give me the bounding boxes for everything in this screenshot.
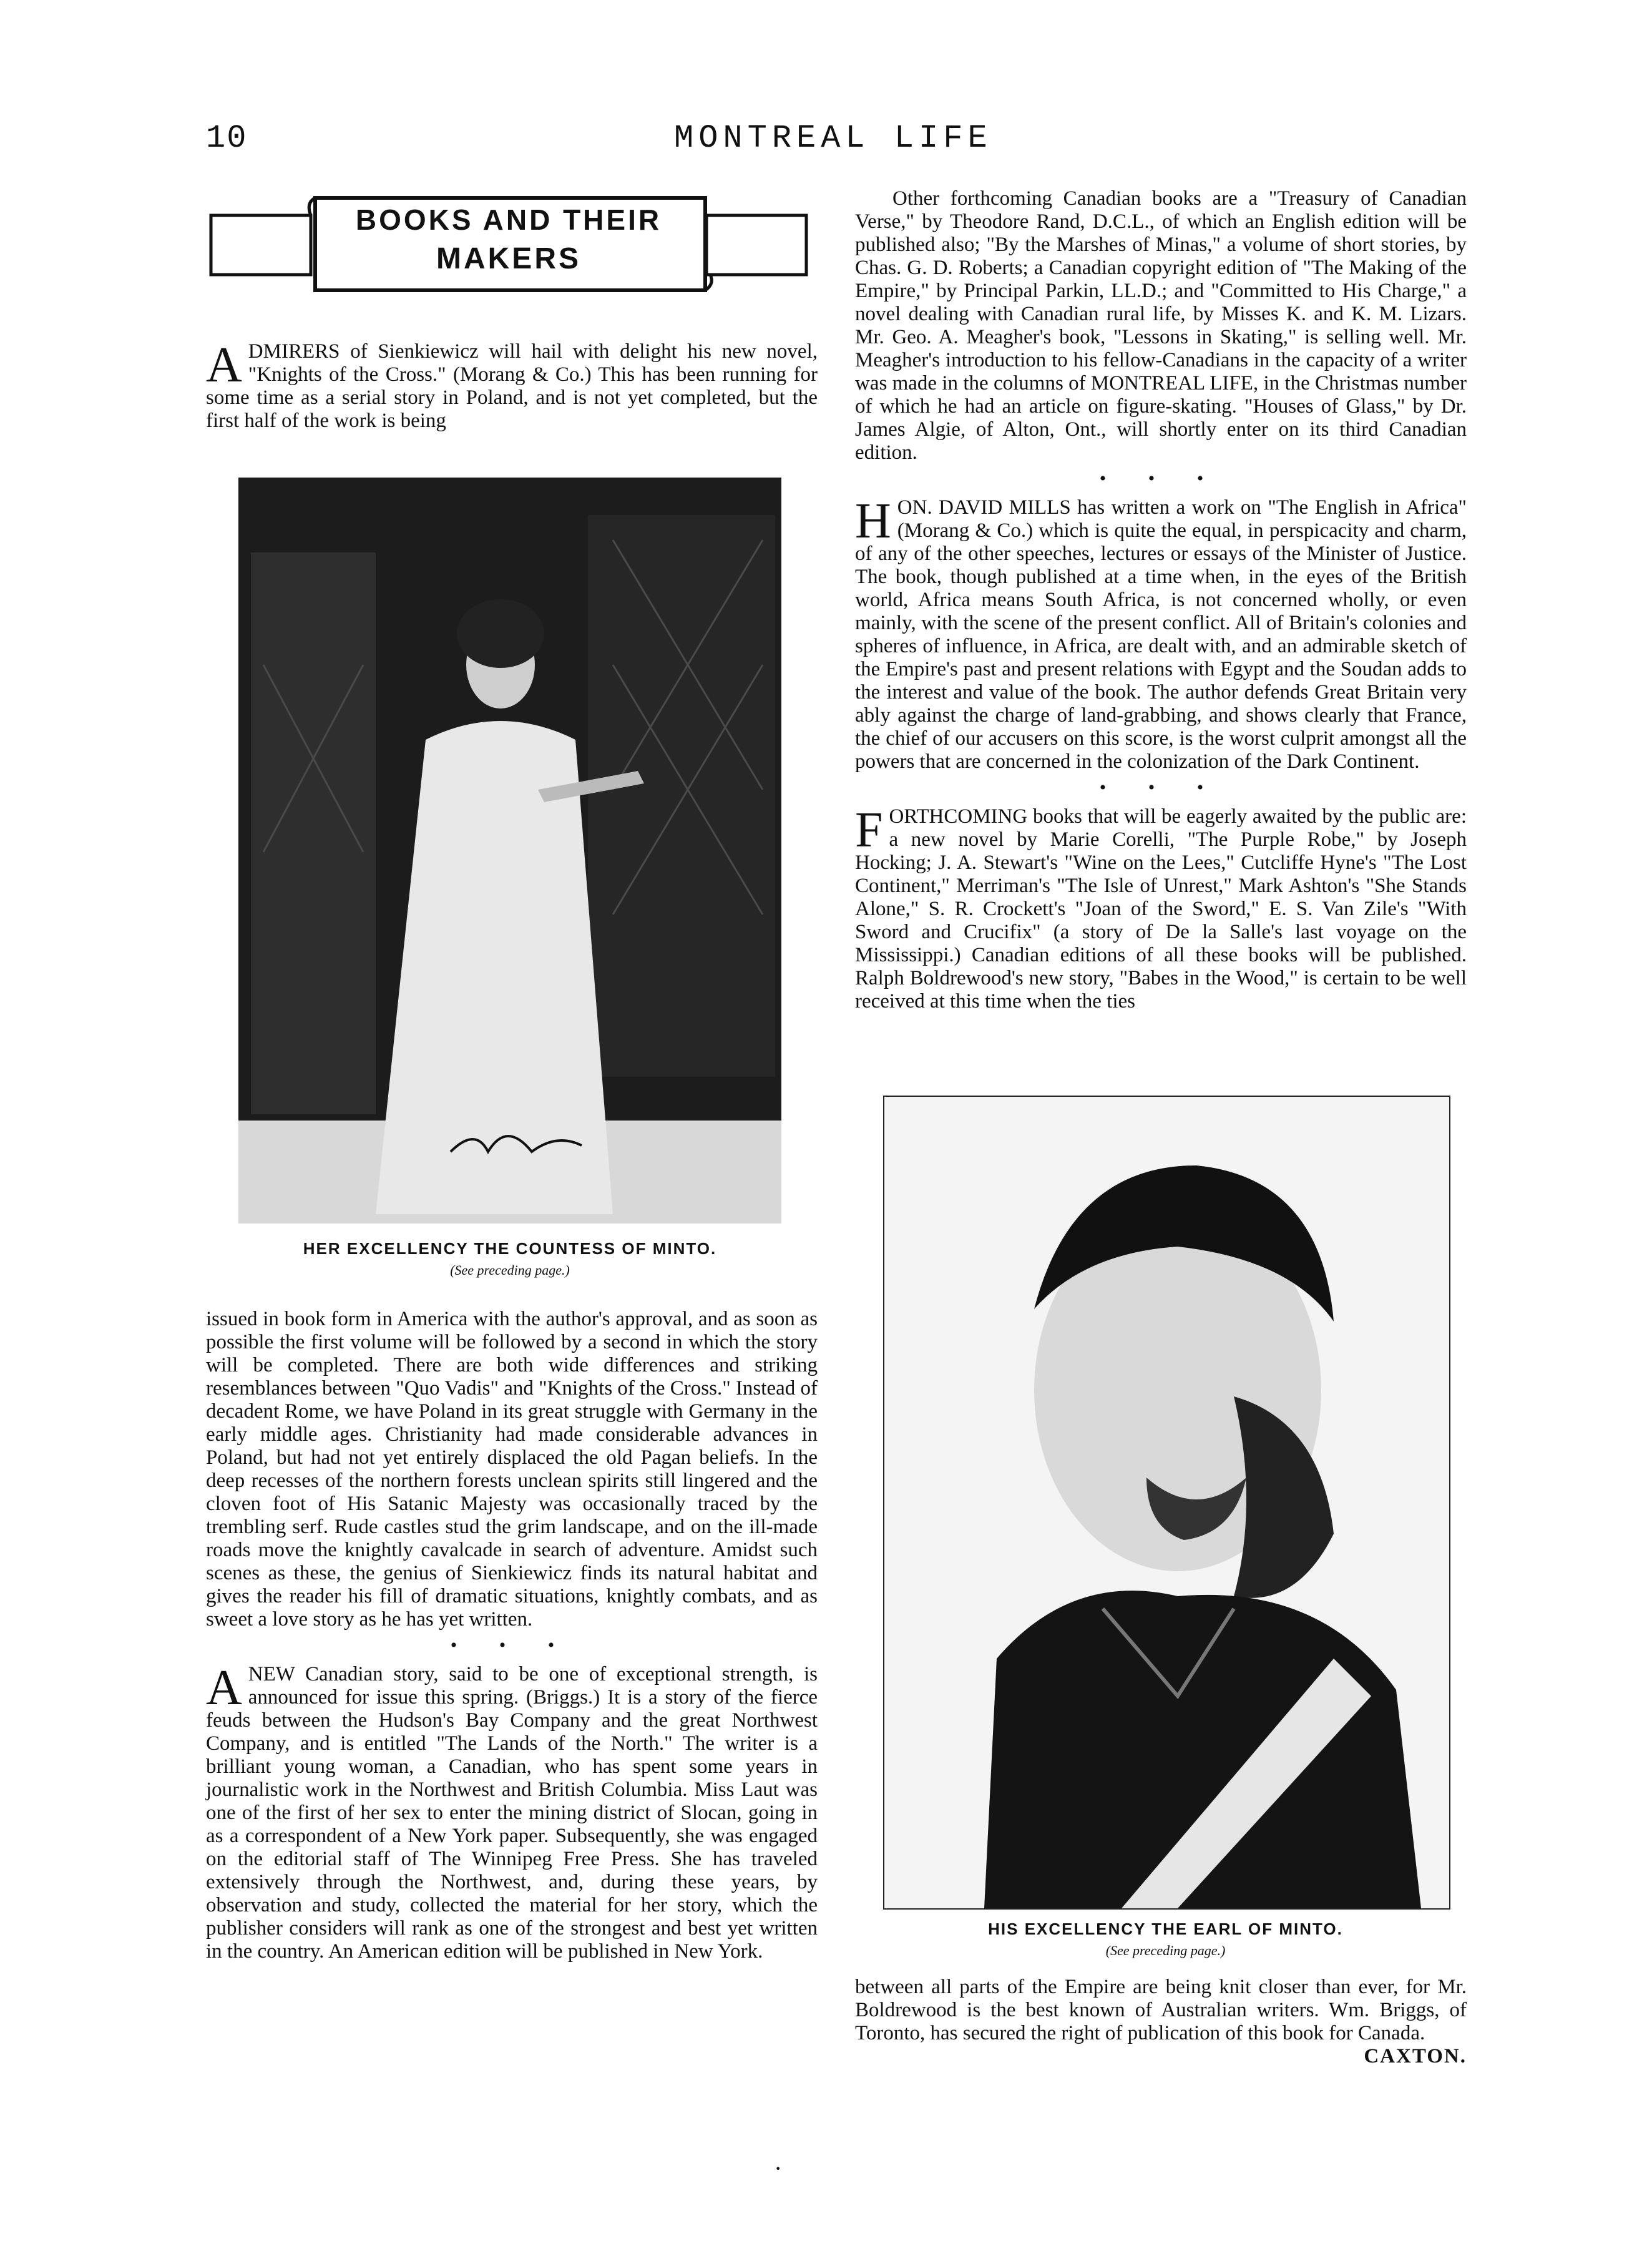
page-number: 10 [206, 120, 248, 157]
section-separator: • • • [1099, 777, 1223, 798]
countess-of-minto-photo [238, 478, 781, 1224]
left-continued-paragraph [206, 1308, 818, 1963]
section-banner [206, 190, 811, 300]
right-column-text [855, 187, 1467, 1013]
left-intro-paragraph [206, 340, 818, 433]
paragraph-text: DMIRERS of Sienkiewicz will hail with delight his new novel, "Knights of the Cross." (Morang & Co.) This has been running for some time as a serial story in Poland, and is not yet completed, but the first half of the work is being [206, 340, 818, 432]
paragraph-text: issued in book form in America with the author's approval, and as soon as possible the first volume will be followed by a second in which the story will be completed. There are both wide differences and striking resemblances between "Quo Vadis" and "Knights of the Cross." Instead of decadent Rome, we have Poland in its great struggle with Germany in the early middle ages. Christianity had made considerable advances in Poland, but had not yet entirely displaced the old Pagan beliefs. In the deep recesses of the northern forests unclean spirits still lingered and the cloven foot of His Satanic Majesty was occasionally traced by the trembling serf. Rude castles stud the grim landscape, and on the ill-made roads move the knightly cavalcade in search of adventure. Amidst such scenes as these, the genius of Sienkiewicz finds its natural habitat and gives the reader his fill of dramatic situations, knightly combats, and as sweet a love story as he has yet written. [206, 1308, 818, 1631]
stray-mark: · [774, 2154, 783, 2182]
banner-title-line1: BOOKS AND THEIR [355, 204, 662, 236]
dropcap: A [206, 1660, 242, 1715]
section-separator: • • • [1099, 468, 1223, 489]
running-head: MONTREAL LIFE [674, 120, 992, 157]
dropcap: H [855, 494, 891, 549]
paragraph-text: Other forthcoming Canadian books are a "Treasury of Canadian Verse," by Theodore Rand, D.C.L., of which an English edition will be published also; "By the Marshes of Minas," a volume of short stories, by Chas. G. D. Roberts; a Canadian copyright edition of "The Making of the Empire," by Principal Parkin, LL.D.; and "Committed to His Charge," a novel dealing with Canadian rural life, by Misses K. and K. M. Lizars. Mr. Geo. A. Meagher's book, "Lessons in Skating," is selling well. Mr. Meagher's introduction to his fellow-Canadians in the capacity of a writer was made in the columns of MONTREAL LIFE, in the Christmas number of which he had an article on figure-skating. "Houses of Glass," by Dr. James Algie, of Alton, Ont., will shortly enter on its third Canadian edition. [855, 187, 1467, 464]
paragraph-text: ON. DAVID MILLS has written a work on "The English in Africa" (Morang & Co.) which is quite the equal, in perspicacity and charm, of any of the other speeches, lectures or essays of the Minister of Justice. The book, though published at a time when, in the eyes of the British world, Africa means South Africa, is not concerned wholly, or even mainly, with the scene of the present conflict. All of Britain's colonies and spheres of influence, in Africa, are dealt with, and an admirable sketch of the Empire's past and present relations with Egypt and the Soudan adds to the interest and value of the book. The author defends Great Britain very ably against the charge of land-grabbing, and shows clearly that France, the chief of our accusers on this score, is the worst culprit amongst all the powers that are concerned in the colonization of the Dark Continent. [855, 496, 1467, 773]
earl-photo-subcaption: (See preceding page.) [1105, 1943, 1226, 1958]
countess-photo-subcaption: (See preceding page.) [450, 1262, 570, 1278]
banner-title-line2: MAKERS [436, 242, 581, 275]
paragraph-text: between all parts of the Empire are being knit closer than ever, for Mr. Boldrewood is the best known of Australian writers. Wm. Briggs, of Toronto, has secured the right of publication of this book for Canada. [855, 1976, 1467, 2044]
dropcap: A [206, 338, 242, 393]
section-separator: • • • [450, 1635, 574, 1655]
earl-of-minto-photo [883, 1096, 1450, 1910]
dropcap: F [855, 803, 883, 858]
paragraph-text: NEW Canadian story, said to be one of exceptional strength, is announced for issue this spring. (Briggs.) It is a story of the fierce feuds between the Hudson's Bay Company and the great Northwest Company, and is entitled "The Lands of the North." The writer is a brilliant young woman, a Canadian, who has spent some years in journalistic work in the Northwest and British Columbia. Miss Laut was one of the first of her sex to enter the mining district of Slocan, going in as a correspondent of a New York paper. Subsequently, she was engaged on the editorial staff of The Winnipeg Free Press. She has traveled extensively through the Northwest, and, during these years, by observation and study, collected the material for her story, which the publisher considers will rank as one of the strongest and best yet written in the country. An American edition will be published in New York. [206, 1663, 818, 1963]
countess-photo-caption: HER EXCELLENCY THE COUNTESS OF MINTO. [303, 1239, 717, 1258]
closing-paragraph [855, 1976, 1467, 2068]
paragraph-text: ORTHCOMING books that will be eagerly awaited by the public are: a new novel by Marie Corelli, "The Purple Robe," by Joseph Hocking; J. A. Stewart's "Wine on the Lees," Cutcliffe Hyne's "The Lost Continent," Merriman's "The Isle of Unrest," Mark Ashton's "She Stands Alone," S. R. Crockett's "Joan of the Sword," E. S. Van Zile's "With Sword and Crucifix" (a story of De la Salle's last voyage on the Mississippi.) Canadian editions of all these books will be published. Ralph Boldrewood's new story, "Babes in the Wood," is certain to be well received at this time when the ties [855, 805, 1467, 1013]
earl-photo-caption: HIS EXCELLENCY THE EARL OF MINTO. [988, 1920, 1343, 1938]
author-signature: CAXTON. [1364, 2045, 1467, 2067]
